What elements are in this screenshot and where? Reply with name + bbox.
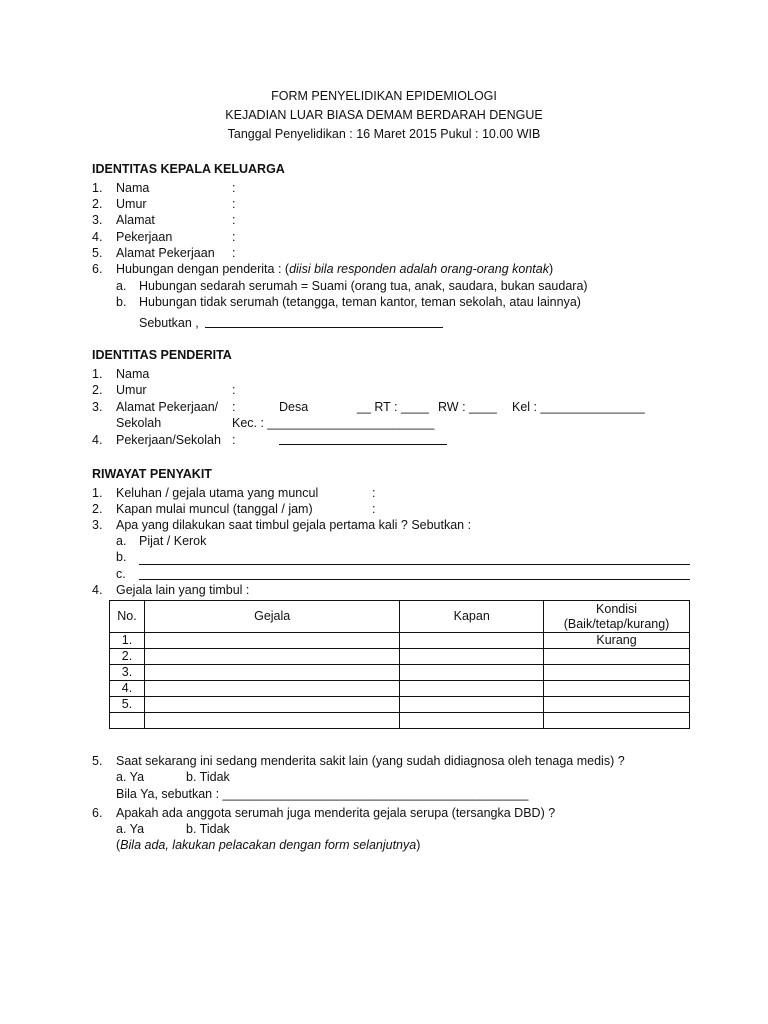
field-colon: :: [232, 433, 236, 447]
question-5-options: [0, 769, 768, 785]
kepala-item-1: [0, 180, 768, 196]
cell-kondisi[interactable]: [544, 681, 690, 697]
field-label: Sekolah: [116, 416, 162, 430]
riwayat-sub-a: [0, 533, 768, 549]
cell-no: 5.: [110, 697, 145, 713]
field-note: diisi bila responden adalah orang-orang kontak: [289, 262, 549, 276]
sub-text: Hubungan sedarah serumah = Suami (orang tua, anak, saudara, bukan saudara): [139, 279, 588, 293]
cell-no: 4.: [110, 681, 145, 697]
rt-field[interactable]: __ RT : ____: [357, 400, 429, 414]
item-number: 2.: [92, 502, 103, 516]
kepala-sub-a: [0, 278, 768, 294]
field-label: Pekerjaan/Sekolah: [116, 433, 221, 447]
table-row: [110, 697, 690, 713]
sub-letter: a.: [116, 279, 127, 293]
cell-no: 2.: [110, 649, 145, 665]
field-colon: :: [372, 502, 376, 516]
table-row: [110, 649, 690, 665]
section-heading-penderita: IDENTITAS PENDERITA: [92, 348, 232, 362]
cell-gejala[interactable]: [144, 665, 399, 681]
kec-field[interactable]: Kec. : ________________________: [232, 416, 435, 430]
date-line: Tanggal Penyelidikan : 16 Maret 2015 Pukul : 10.00 WIB: [227, 127, 541, 141]
answer-line-b[interactable]: [139, 564, 690, 565]
note-close: ): [416, 838, 421, 852]
cell-kapan[interactable]: [400, 697, 544, 713]
header-no: No.: [110, 601, 145, 633]
cell-kapan[interactable]: [400, 665, 544, 681]
kepala-item-6: [0, 261, 768, 277]
item-number: 3.: [92, 213, 103, 227]
field-colon: :: [232, 197, 236, 211]
pekerjaan-line[interactable]: [279, 444, 447, 445]
kepala-item-2: [0, 196, 768, 212]
followup-note: [116, 837, 420, 853]
header-kondisi-line1: Kondisi: [596, 601, 638, 616]
question-text: Saat sekarang ini sedang menderita sakit lain (yang sudah didiagnosa oleh tenaga medis) ?: [116, 754, 625, 768]
table-row: [110, 713, 690, 729]
field-label: Hubungan dengan penderita : (: [116, 262, 290, 276]
header-kondisi: [544, 601, 690, 633]
item-number: 5.: [92, 754, 103, 768]
option-ya[interactable]: a. Ya: [116, 770, 145, 784]
field-label: Alamat: [116, 213, 155, 227]
form-subtitle: KEJADIAN LUAR BIASA DEMAM BERDARAH DENGUE: [225, 108, 543, 122]
cell-kapan[interactable]: [400, 633, 544, 649]
header-gejala: Gejala: [144, 601, 399, 633]
riwayat-item-4: [0, 582, 768, 598]
header-kapan: Kapan: [400, 601, 544, 633]
question-text: Apakah ada anggota serumah juga menderita gejala serupa (tersangka DBD) ?: [116, 806, 556, 820]
item-number: 1.: [92, 181, 103, 195]
item-number: 5.: [92, 246, 103, 260]
field-label: Kapan mulai muncul (tanggal / jam): [116, 502, 313, 516]
item-number: 1.: [92, 486, 103, 500]
field-colon: :: [232, 400, 236, 414]
sub-letter: c.: [116, 567, 126, 581]
cell-gejala[interactable]: [144, 697, 399, 713]
field-label: Gejala lain yang timbul :: [116, 583, 250, 597]
cell-kondisi[interactable]: [544, 697, 690, 713]
table-row: [110, 633, 690, 649]
answer-line-c[interactable]: [139, 579, 690, 580]
item-number: 2.: [92, 383, 103, 397]
cell-kondisi[interactable]: [544, 665, 690, 681]
kepala-item-3: [0, 212, 768, 228]
sub-letter: b.: [116, 550, 127, 564]
section-heading-riwayat: RIWAYAT PENYAKIT: [92, 467, 212, 481]
item-number: 3.: [92, 400, 103, 414]
field-colon: :: [232, 383, 236, 397]
item-number: 4.: [92, 433, 103, 447]
cell-gejala[interactable]: [144, 713, 399, 729]
field-note-close: ): [548, 262, 554, 276]
riwayat-item-1: [0, 485, 768, 501]
item-number: 3.: [92, 518, 103, 532]
cell-kapan[interactable]: [400, 681, 544, 697]
cell-gejala[interactable]: [144, 633, 399, 649]
field-colon: :: [232, 213, 236, 227]
desa-label: Desa: [279, 400, 309, 414]
kepala-sub-b: [0, 294, 768, 310]
section-heading-kepala: IDENTITAS KEPALA KELUARGA: [92, 162, 285, 176]
field-colon: :: [232, 246, 236, 260]
kepala-item-4: [0, 229, 768, 245]
penderita-item-4: [0, 432, 768, 448]
question-5: [0, 753, 768, 769]
field-colon: :: [232, 230, 236, 244]
option-ya[interactable]: a. Ya: [116, 822, 145, 836]
field-colon: :: [372, 486, 376, 500]
rw-field[interactable]: RW : ____: [438, 400, 497, 414]
option-tidak[interactable]: b. Tidak: [186, 770, 230, 784]
sub-letter: a.: [116, 534, 127, 548]
field-label: Apa yang dilakukan saat timbul gejala pertama kali ? Sebutkan :: [116, 518, 472, 532]
penderita-item-3b: [0, 415, 768, 431]
sub-text: Hubungan tidak serumah (tetangga, teman kantor, teman sekolah, atau lainnya): [139, 295, 581, 309]
sebutkan-label: Sebutkan ,: [139, 316, 199, 330]
question-6: [0, 805, 768, 821]
cell-no: 1.: [110, 633, 145, 649]
form-title: FORM PENYELIDIKAN EPIDEMIOLOGI: [271, 89, 497, 103]
field-label: Umur: [116, 197, 147, 211]
field-label: Alamat Pekerjaan: [116, 246, 215, 260]
field-label: Pekerjaan: [116, 230, 173, 244]
question-6-options: [0, 821, 768, 837]
note-open: (: [116, 838, 121, 852]
riwayat-item-3: [0, 517, 768, 533]
penderita-item-2: [0, 382, 768, 398]
cell-kapan[interactable]: [400, 649, 544, 665]
penderita-item-1: [0, 366, 768, 382]
sub-letter: b.: [116, 295, 127, 309]
kepala-item-5: [0, 245, 768, 261]
riwayat-sub-b: [0, 549, 768, 565]
gejala-table: [109, 600, 690, 729]
cell-no: [110, 713, 145, 729]
field-label: Keluhan / gejala utama yang muncul: [116, 486, 319, 500]
table-row: [110, 665, 690, 681]
cell-kapan[interactable]: [400, 713, 544, 729]
item-number: 4.: [92, 583, 103, 597]
cell-no: 3.: [110, 665, 145, 681]
item-number: 2.: [92, 197, 103, 211]
sub-text: Pijat / Kerok: [139, 534, 207, 548]
table-header-row: [110, 601, 690, 633]
item-number: 6.: [92, 806, 103, 820]
item-number: 1.: [92, 367, 103, 381]
cell-kondisi[interactable]: [544, 713, 690, 729]
riwayat-item-2: [0, 501, 768, 517]
bila-ya-line[interactable]: Bila Ya, sebutkan : ____________________________________________: [116, 787, 529, 801]
field-label: Umur: [116, 383, 147, 397]
field-label: Alamat Pekerjaan/: [116, 400, 219, 414]
header-kondisi-line2: (Baik/tetap/kurang): [563, 616, 670, 631]
cell-kondisi[interactable]: [544, 649, 690, 665]
cell-kondisi[interactable]: Kurang: [544, 633, 690, 649]
field-colon: :: [232, 181, 236, 195]
sebutkan-line[interactable]: [205, 327, 443, 328]
option-tidak[interactable]: b. Tidak: [186, 822, 230, 836]
field-label: Nama: [116, 181, 150, 195]
table-row: [110, 681, 690, 697]
note-text: Bila ada, lakukan pelacakan dengan form selanjutnya: [120, 838, 417, 852]
field-label: Nama: [116, 367, 150, 381]
cell-gejala[interactable]: [144, 649, 399, 665]
item-number: 4.: [92, 230, 103, 244]
kel-field[interactable]: Kel : _______________: [512, 400, 645, 414]
penderita-item-3: [0, 399, 768, 415]
item-number: 6.: [92, 262, 103, 276]
cell-gejala[interactable]: [144, 681, 399, 697]
